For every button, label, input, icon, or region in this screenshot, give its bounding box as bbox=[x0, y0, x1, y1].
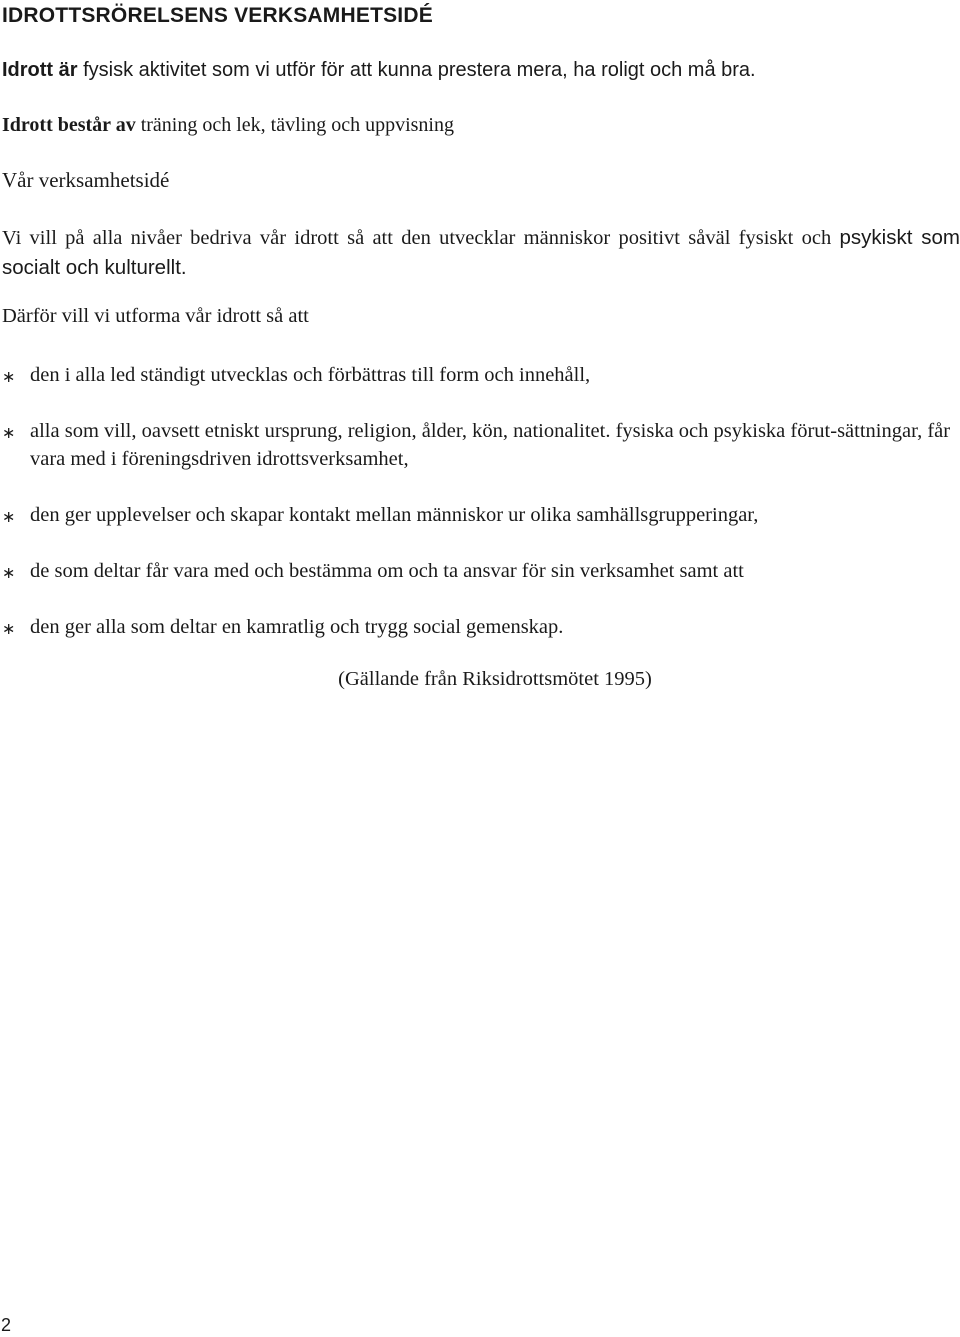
paragraph-intro-list: Därför vill vi utforma vår idrott så att bbox=[2, 305, 309, 327]
page-number: 2 bbox=[1, 1315, 12, 1335]
source-citation: (Gällande från Riksidrottsmötet 1995) bbox=[338, 668, 652, 690]
bold-lead: Idrott består av bbox=[2, 114, 136, 136]
list-item-text: de som deltar får vara med och bestämma om och ta ansvar för sin verksamhet samt att bbox=[30, 560, 744, 582]
list-item-text: alla som vill, oavsett etniskt ursprung, religion, ålder, kön, nationalitet. fysiska och psykiska förut-sättningar, får vara med i föreningsdriven idrottsverksamhet, bbox=[30, 420, 951, 470]
list-item bbox=[2, 501, 960, 529]
asterisk-bullet-icon: ∗ bbox=[2, 563, 16, 582]
list-item bbox=[2, 557, 960, 585]
list-item bbox=[2, 361, 960, 389]
paragraph-text-serif: Vi vill på alla nivåer bedriva vår idrott så att den utvecklar människor positivt såväl fysiskt och bbox=[2, 227, 832, 249]
paragraph-vision bbox=[2, 223, 960, 283]
paragraph-idrott-components bbox=[2, 114, 454, 137]
section-heading: Vår verksamhetsidé bbox=[2, 168, 170, 192]
asterisk-bullet-icon: ∗ bbox=[2, 619, 16, 638]
list-item bbox=[2, 613, 960, 641]
asterisk-bullet-icon: ∗ bbox=[2, 423, 16, 442]
paragraph-text: fysisk aktivitet som vi utför för att kunna prestera mera, ha roligt och må bra. bbox=[77, 59, 756, 81]
list-item-text: den i alla led ständigt utvecklas och förbättras till form och innehåll, bbox=[30, 364, 591, 386]
list-item-text: den ger upplevelser och skapar kontakt mellan människor ur olika samhällsgrupperingar, bbox=[30, 504, 759, 526]
asterisk-bullet-icon: ∗ bbox=[2, 367, 16, 386]
paragraph-text: träning och lek, tävling och uppvisning bbox=[135, 114, 454, 136]
list-item-text: den ger alla som deltar en kamratlig och trygg social gemenskap. bbox=[30, 616, 564, 638]
page-title: IDROTTSRÖRELSENS VERKSAMHETSIDÉ bbox=[2, 4, 433, 27]
list-item bbox=[2, 417, 960, 473]
bold-lead: Idrott är bbox=[2, 59, 78, 81]
asterisk-bullet-icon: ∗ bbox=[2, 507, 16, 526]
paragraph-text-sans: psykiskt som socialt och kulturellt. bbox=[2, 226, 960, 279]
paragraph-idrott-definition bbox=[2, 59, 756, 82]
